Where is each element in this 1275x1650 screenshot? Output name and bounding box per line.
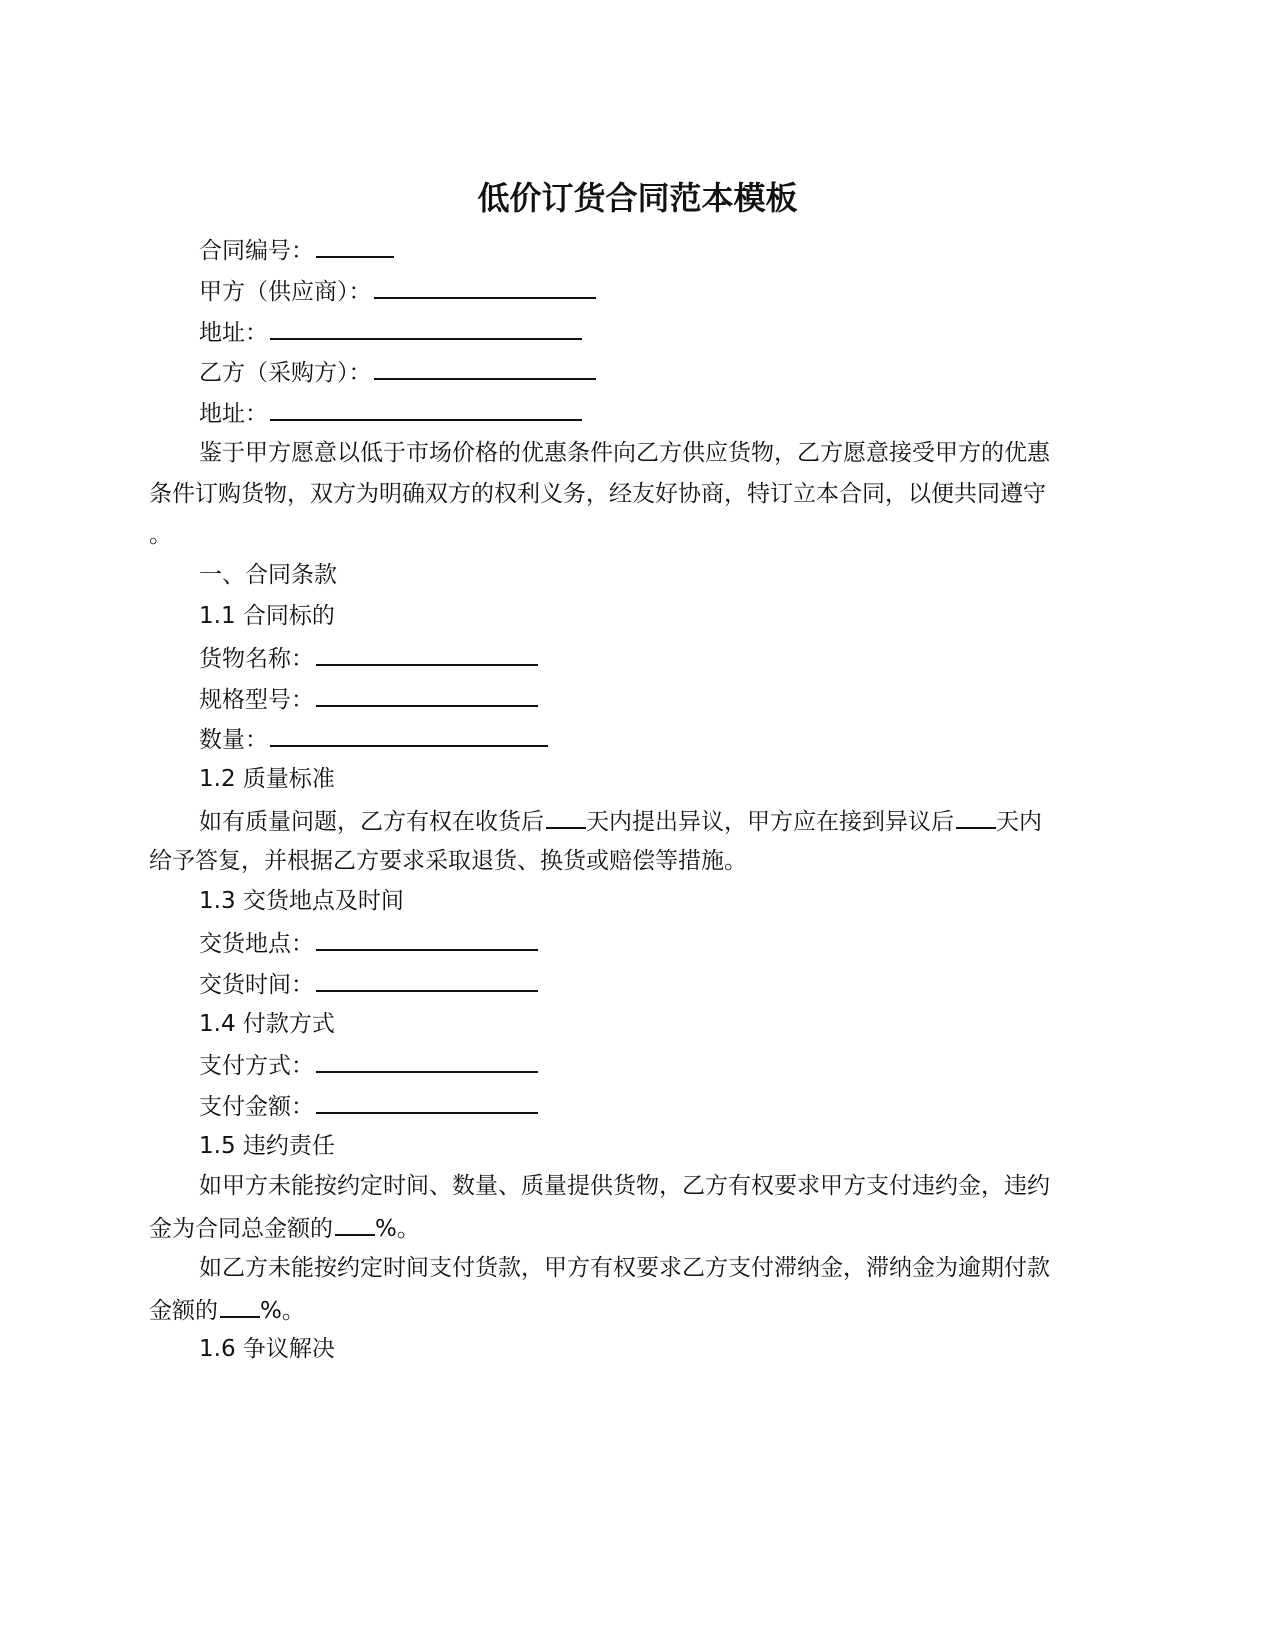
breach-a-line-1: 如甲方未能按约定时间、数量、质量提供货物，乙方有权要求甲方支付违约金，违约 [199,1173,1050,1199]
party-b-label: 乙方（采购方）： [199,360,372,386]
delivery-time-label: 交货时间： [199,972,314,998]
contract-number-field [149,234,1179,266]
payment-method-field [149,1049,1179,1081]
delivery-time-field [149,968,1179,1000]
spec-model-blank[interactable] [316,683,538,707]
breach-a-line-2 [149,1212,1129,1244]
breach-b-line-2 [149,1294,1129,1326]
party-a-address-blank[interactable] [270,316,582,340]
delivery-place-field [149,927,1179,959]
delivery-place-label: 交货地点： [199,931,314,957]
party-b-address-label: 地址： [199,401,268,427]
breach-b-percent: %。 [260,1298,305,1324]
reply-days-blank[interactable] [956,805,996,829]
breach-b-line-1: 如乙方未能按约定时间支付货款，甲方有权要求乙方支付滞纳金，滞纳金为逾期付款 [199,1255,1050,1281]
preamble-line-3: 。 [149,522,172,548]
payment-method-label: 支付方式： [199,1053,314,1079]
section-1-6-heading: 1.6 争议解决 [199,1336,335,1362]
payment-amount-blank[interactable] [316,1090,538,1114]
section-1-3-heading: 1.3 交货地点及时间 [199,888,404,914]
preamble-line-2: 条件订购货物，双方为明确双方的权利义务，经友好协商，特订立本合同，以便共同遵守 [149,481,1046,507]
party-b-blank[interactable] [374,356,596,380]
party-a-field [149,275,1179,307]
section-1-heading: 一、合同条款 [199,562,337,588]
goods-name-blank[interactable] [316,642,538,666]
spec-model-field [149,683,1179,715]
payment-amount-field [149,1090,1179,1122]
spec-model-label: 规格型号： [199,687,314,713]
quantity-blank[interactable] [270,723,548,747]
party-b-address-blank[interactable] [270,397,582,421]
quality-text-b: 天内提出异议，甲方应在接到异议后 [586,809,954,835]
party-b-field [149,356,1179,388]
breach-a-percent: %。 [375,1216,420,1242]
payment-amount-label: 支付金额： [199,1094,314,1120]
quality-line-2: 给予答复，并根据乙方要求采取退货、换货或赔偿等措施。 [149,848,747,874]
section-1-5-heading: 1.5 违约责任 [199,1133,335,1159]
penalty-percent-blank[interactable] [335,1212,375,1236]
party-a-address-field [149,316,1179,348]
contract-number-label: 合同编号： [199,238,314,264]
party-a-blank[interactable] [374,275,596,299]
preamble-line-1: 鉴于甲方愿意以低于市场价格的优惠条件向乙方供应货物，乙方愿意接受甲方的优惠 [199,440,1050,466]
goods-name-label: 货物名称： [199,646,314,672]
breach-a-text: 金为合同总金额的 [149,1216,333,1242]
objection-days-blank[interactable] [546,805,586,829]
delivery-time-blank[interactable] [316,968,538,992]
goods-name-field [149,642,1179,674]
party-a-address-label: 地址： [199,320,268,346]
section-1-1-heading: 1.1 合同标的 [199,603,335,629]
section-1-2-heading: 1.2 质量标准 [199,766,335,792]
party-b-address-field [149,397,1179,429]
late-fee-percent-blank[interactable] [220,1294,260,1318]
breach-b-text: 金额的 [149,1298,218,1324]
quantity-field [149,723,1179,755]
quality-text-c: 天内 [996,809,1042,835]
section-1-4-heading: 1.4 付款方式 [199,1011,335,1037]
document-title: 低价订货合同范本模板 [477,179,798,217]
party-a-label: 甲方（供应商）： [199,279,372,305]
payment-method-blank[interactable] [316,1049,538,1073]
quantity-label: 数量： [199,727,268,753]
quality-text-a: 如有质量问题，乙方有权在收货后 [199,809,544,835]
delivery-place-blank[interactable] [316,927,538,951]
quality-line-1 [149,805,1179,837]
contract-number-blank[interactable] [316,234,394,258]
